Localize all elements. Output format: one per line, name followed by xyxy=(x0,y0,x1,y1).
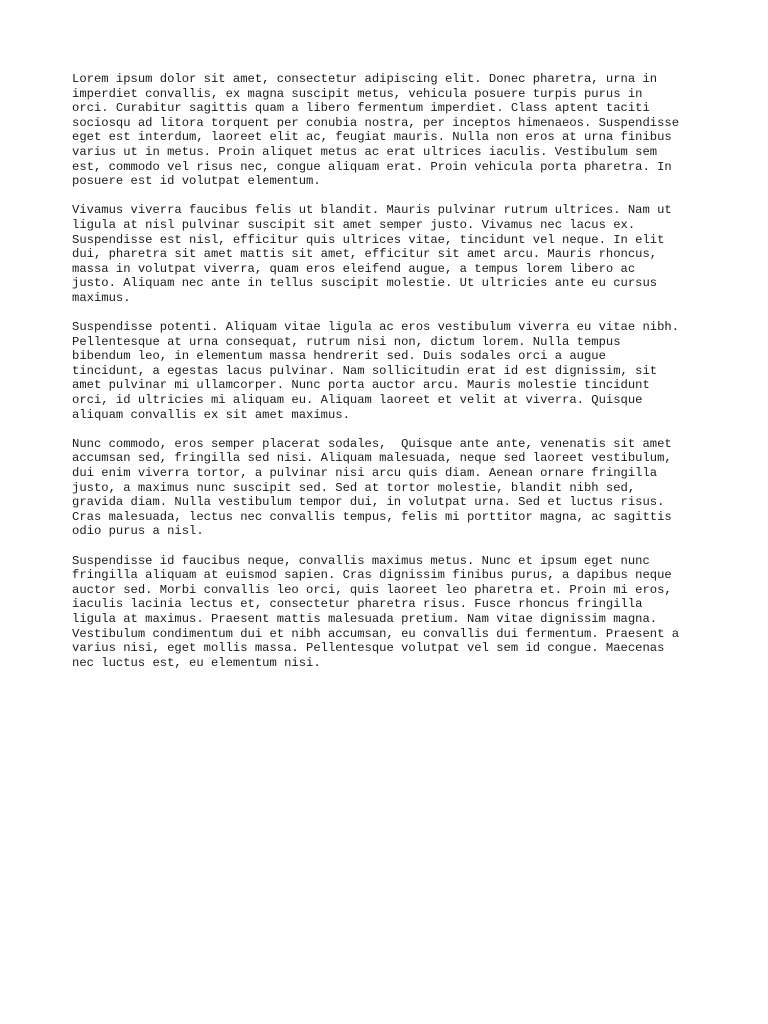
text-line: Vestibulum condimentum dui et nibh accumsan, eu convallis dui fermentum. Praesent a xyxy=(72,626,680,641)
text-line: posuere est id volutpat elementum. xyxy=(72,174,321,189)
text-line: Vivamus viverra faucibus felis ut blandit. Mauris pulvinar rutrum ultrices. Nam ut xyxy=(72,203,672,218)
text-line: auctor sed. Morbi convallis leo orci, quis laoreet leo pharetra et. Proin mi eros, xyxy=(72,582,672,597)
text-line: imperdiet convallis, ex magna suscipit metus, vehicula posuere turpis purus in xyxy=(72,86,643,101)
text-line: nec luctus est, eu elementum nisi. xyxy=(72,655,321,670)
text-line: orci, id ultricies mi aliquam eu. Aliquam laoreet et velit at viverra. Quisque xyxy=(72,393,643,408)
text-line: justo, a maximus nunc suscipit sed. Sed at tortor molestie, blandit nibh sed, xyxy=(72,480,636,495)
text-line: Suspendisse est nisl, efficitur quis ultrices vitae, tincidunt vel neque. In elit xyxy=(72,232,665,247)
text-line: gravida diam. Nulla vestibulum tempor dui, in volutpat urna. Sed et luctus risus. xyxy=(72,495,665,510)
text-line: Lorem ipsum dolor sit amet, consectetur adipiscing elit. Donec pharetra, urna in xyxy=(72,72,658,86)
text-line: bibendum leo, in elementum massa hendrerit sed. Duis sodales orci a augue xyxy=(72,349,606,364)
text-line: varius nisi, eget mollis massa. Pellentesque volutpat vel sem id congue. Maecenas xyxy=(72,641,665,656)
text-line: amet pulvinar mi ullamcorper. Nunc porta auctor arcu. Mauris molestie tincidunt xyxy=(72,378,650,393)
text-line: iaculis lacinia lectus et, consectetur pharetra risus. Fusce rhoncus fringilla xyxy=(72,597,643,612)
text-line: odio purus a nisl. xyxy=(72,524,204,539)
text-line: Pellentesque at urna consequat, rutrum nisi non, dictum lorem. Nulla tempus xyxy=(72,334,621,349)
text-line: est, commodo vel risus nec, congue aliquam erat. Proin vehicula porta pharetra. In xyxy=(72,159,672,174)
text-line: aliquam convallis ex sit amet maximus. xyxy=(72,407,350,422)
text-line: varius ut in metus. Proin aliquet metus ac erat ultrices iaculis. Vestibulum sem xyxy=(72,144,658,159)
text-line: dui enim viverra tortor, a pulvinar nisi arcu quis diam. Aenean ornare fringilla xyxy=(72,466,658,481)
text-line: dui, pharetra sit amet mattis sit amet, efficitur sit amet arcu. Mauris rhoncus, xyxy=(72,247,658,262)
text-line: fringilla aliquam at euismod sapien. Cras dignissim finibus purus, a dapibus neque xyxy=(72,568,672,583)
text-line: justo. Aliquam nec ante in tellus suscipit molestie. Ut ultricies ante eu cursus xyxy=(72,276,658,291)
text-line: maximus. xyxy=(72,290,131,305)
paragraph-3 xyxy=(72,320,708,422)
paragraph-5 xyxy=(72,554,708,671)
text-line: eget est interdum, laoreet elit ac, feugiat mauris. Nulla non eros at urna finibus xyxy=(72,130,672,145)
text-line: Suspendisse potenti. Aliquam vitae ligula ac eros vestibulum viverra eu vitae nibh. xyxy=(72,320,680,335)
paragraph-1 xyxy=(72,72,708,189)
text-line: orci. Curabitur sagittis quam a libero fermentum imperdiet. Class aptent taciti xyxy=(72,101,650,116)
text-line: accumsan sed, fringilla sed nisi. Aliquam malesuada, neque sed laoreet vestibulum, xyxy=(72,451,672,466)
paragraph-2 xyxy=(72,203,708,305)
text-line: Suspendisse id faucibus neque, convallis maximus metus. Nunc et ipsum eget nunc xyxy=(72,553,650,568)
text-line: massa in volutpat viverra, quam eros eleifend augue, a tempus lorem libero ac xyxy=(72,261,636,276)
document-body xyxy=(72,72,708,685)
text-line: Cras malesuada, lectus nec convallis tempus, felis mi porttitor magna, ac sagittis xyxy=(72,509,672,524)
paragraph-4 xyxy=(72,437,708,539)
text-line: tincidunt, a egestas lacus pulvinar. Nam sollicitudin erat id est dignissim, sit xyxy=(72,363,658,378)
text-line: sociosqu ad litora torquent per conubia nostra, per inceptos himenaeos. Suspendisse xyxy=(72,115,680,130)
text-line: ligula at nisl pulvinar suscipit sit amet semper justo. Vivamus nec lacus ex. xyxy=(72,217,636,232)
text-line: ligula at maximus. Praesent mattis malesuada pretium. Nam vitae dignissim magna. xyxy=(72,611,658,626)
text-line: Nunc commodo, eros semper placerat sodales, Quisque ante ante, venenatis sit amet xyxy=(72,436,672,451)
